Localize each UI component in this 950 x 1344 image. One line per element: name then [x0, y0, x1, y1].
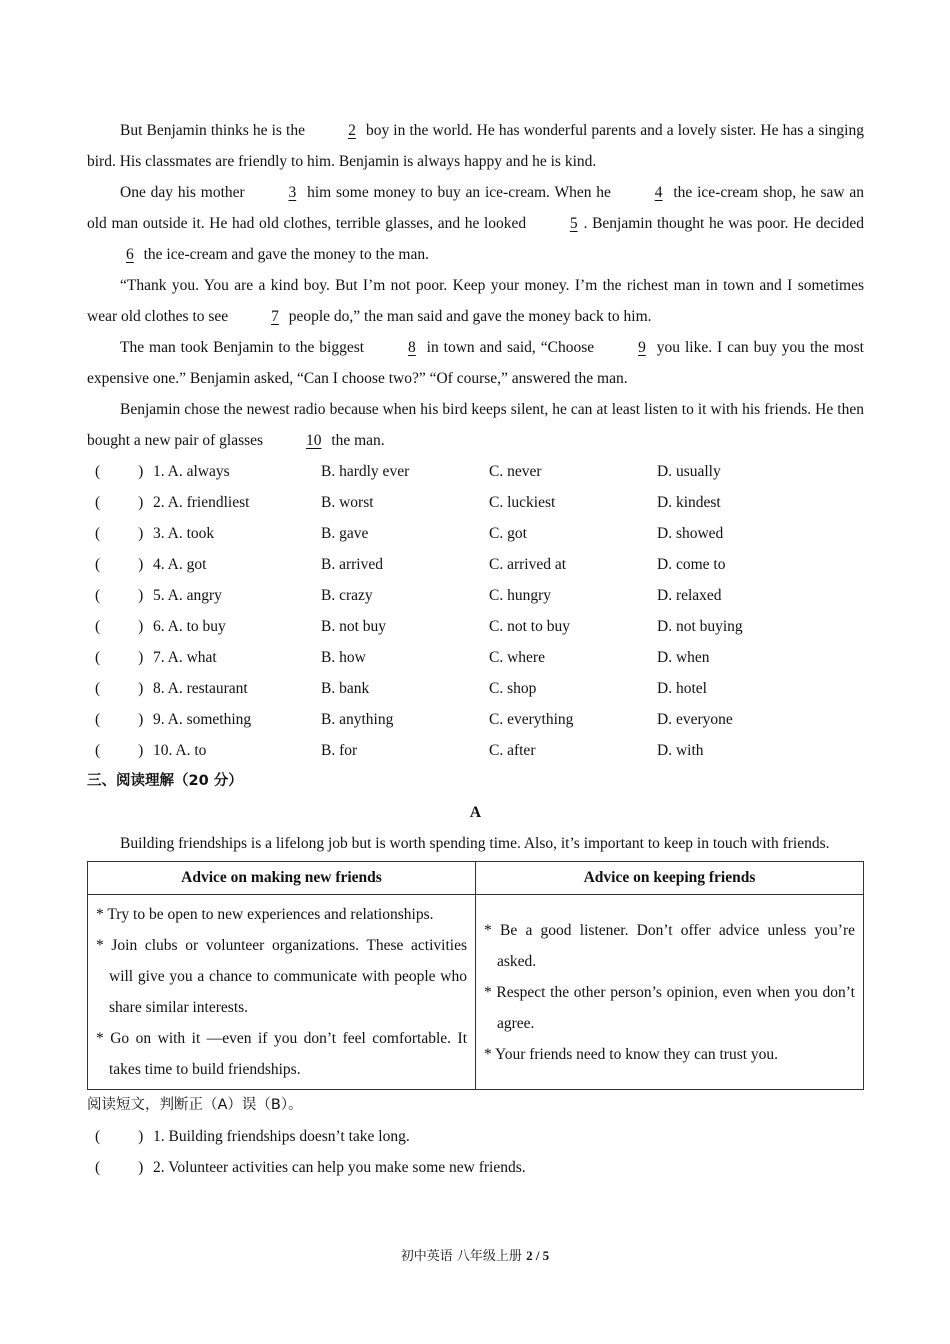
table-cell-keeping-friends: [476, 895, 864, 1090]
option-a: 6. A. to buy: [153, 617, 226, 635]
question-row: [87, 549, 864, 580]
blank-7: 7: [271, 308, 279, 325]
text: in town and said, “Choose: [421, 339, 600, 356]
blank-5: 5: [569, 215, 578, 232]
text: people do,” the man said and gave the money back to him.: [284, 308, 652, 325]
question-row: [87, 704, 864, 735]
option-c: C. shop: [489, 679, 537, 697]
passage-paragraph-2: [87, 177, 864, 270]
option-c: C. never: [489, 462, 542, 480]
option-a: 10. A. to: [153, 741, 207, 759]
answer-paren[interactable]: ( ): [95, 493, 144, 511]
worksheet-page: [87, 115, 864, 1183]
option-c: C. after: [489, 741, 536, 759]
reading-intro: Building friendships is a lifelong job but is worth spending time. Also, it’s important to keep in touch with friends.: [120, 835, 830, 852]
option-a: 4. A. got: [153, 555, 207, 573]
blank-10: 10: [305, 432, 322, 449]
question-row: [87, 642, 864, 673]
blank-9: 9: [638, 339, 646, 356]
option-b: B. bank: [321, 679, 370, 697]
option-b: B. how: [321, 648, 366, 666]
question-row: [87, 611, 864, 642]
tf-question-text: 2. Volunteer activities can help you make some new friends.: [153, 1158, 526, 1176]
tf-question-text: 1. Building friendships doesn’t take long.: [153, 1127, 410, 1145]
text: the man.: [327, 432, 385, 449]
answer-paren[interactable]: ( ): [95, 555, 144, 573]
answer-paren[interactable]: ( ): [95, 1158, 144, 1176]
list-item: * Join clubs or volunteer organizations. These activities will give you a chance to communicate with people who share similar interests.: [96, 937, 467, 1016]
question-row: [87, 518, 864, 549]
table-cell-making-friends: [88, 895, 476, 1090]
passage-paragraph-5: [87, 394, 864, 456]
question-row: [87, 580, 864, 611]
answer-paren[interactable]: ( ): [95, 648, 144, 666]
blank-2: 2: [348, 122, 356, 139]
option-b: B. worst: [321, 493, 374, 511]
option-b: B. not buy: [321, 617, 387, 635]
instruction: 阅读短文，判断正（A）误（B）。: [87, 1097, 303, 1113]
answer-paren[interactable]: ( ): [95, 462, 144, 480]
answer-paren[interactable]: ( ): [95, 710, 144, 728]
question-row: [87, 735, 864, 766]
blank-6: 6: [126, 246, 134, 263]
option-d: D. relaxed: [657, 586, 722, 604]
table-header-making-friends: Advice on making new friends: [88, 862, 476, 895]
list-item: * Your friends need to know they can trust you.: [484, 1045, 779, 1063]
text: the ice-cream and gave the money to the man.: [139, 246, 429, 263]
option-d: D. with: [657, 741, 704, 759]
option-a: 5. A. angry: [153, 586, 222, 604]
text: the ice-cream shop, he saw an old man outside it. He had old clothes, terrible glasses, and he looked: [87, 184, 864, 232]
tf-question-row: [87, 1121, 864, 1152]
section-title: 三、阅读理解（20 分）: [87, 773, 243, 789]
option-d: D. showed: [657, 524, 724, 542]
list-item: * Respect the other person’s opinion, even when you don’t agree.: [484, 983, 855, 1032]
list-item: * Go on with it —even if you don’t feel comfortable. It takes time to build friendships.: [96, 1030, 467, 1078]
blank-4: 4: [654, 184, 663, 201]
question-row: [87, 456, 864, 487]
blank-3: 3: [288, 184, 297, 201]
text: him some money to buy an ice-cream. When he: [302, 184, 616, 201]
option-a: 3. A. took: [153, 524, 215, 542]
passage-paragraph-4: [87, 332, 864, 394]
option-c: C. luckiest: [489, 493, 556, 511]
passage-paragraph-3: [87, 270, 864, 332]
option-a: 7. A. what: [153, 648, 217, 666]
advice-table: [87, 861, 864, 1090]
answer-paren[interactable]: ( ): [95, 524, 144, 542]
text: But Benjamin thinks he is the: [120, 122, 310, 139]
option-c: C. everything: [489, 710, 574, 728]
text: . Benjamin thought he was poor. He decided: [583, 215, 864, 232]
text: boy in the world. He has wonderful parents and a lovely sister. He has a singing bird. His classmates are friendly to him. Benjamin is always happy and he is kind.: [87, 122, 864, 170]
footer-text: 初中英语 八年级上册: [400, 1249, 527, 1264]
text: “Thank you. You are a kind boy. But I’m not poor. Keep your money. I’m the richest man in town and I sometimes wear old clothes to see: [87, 277, 864, 325]
option-b: B. arrived: [321, 555, 383, 573]
question-row: [87, 487, 864, 518]
option-b: B. crazy: [321, 586, 373, 604]
answer-paren[interactable]: ( ): [95, 679, 144, 697]
answer-paren[interactable]: ( ): [95, 617, 144, 635]
option-b: B. gave: [321, 524, 369, 542]
option-d: D. come to: [657, 555, 726, 573]
table-header-keeping-friends: Advice on keeping friends: [476, 862, 864, 895]
option-d: D. everyone: [657, 710, 733, 728]
text: Benjamin chose the newest radio because when his bird keeps silent, he can at least listen to it with his friends. He then bought a new pair of glasses: [87, 401, 864, 449]
option-b: B. anything: [321, 710, 394, 728]
option-d: D. usually: [657, 462, 721, 480]
option-d: D. kindest: [657, 493, 721, 511]
list-item: * Try to be open to new experiences and relationships.: [96, 906, 434, 923]
option-c: C. got: [489, 524, 527, 542]
answer-paren[interactable]: ( ): [95, 741, 144, 759]
text: you like. I can buy you the most expensive one.” Benjamin asked, “Can I choose two?” “Of course,” answered the man.: [87, 339, 864, 387]
option-b: B. hardly ever: [321, 462, 410, 480]
blank-8: 8: [407, 339, 416, 356]
part-label: A: [469, 804, 482, 821]
option-a: 1. A. always: [153, 462, 230, 480]
answer-paren[interactable]: ( ): [95, 586, 144, 604]
option-a: 9. A. something: [153, 710, 252, 728]
option-c: C. hungry: [489, 586, 551, 604]
cloze-question-list: [87, 456, 864, 766]
option-d: D. hotel: [657, 679, 707, 697]
option-c: C. where: [489, 648, 545, 666]
page-number: 2 / 5: [526, 1248, 550, 1263]
page-footer: [0, 1245, 950, 1264]
option-c: C. not to buy: [489, 617, 570, 635]
text: One day his mother: [120, 184, 250, 201]
option-d: D. when: [657, 648, 710, 666]
option-a: 2. A. friendliest: [153, 493, 250, 511]
answer-paren[interactable]: ( ): [95, 1127, 144, 1145]
option-b: B. for: [321, 741, 358, 759]
option-c: C. arrived at: [489, 555, 567, 573]
text: The man took Benjamin to the biggest: [120, 339, 369, 356]
tf-question-row: [87, 1152, 864, 1183]
question-row: [87, 673, 864, 704]
list-item: * Be a good listener. Don’t offer advice unless you’re asked.: [484, 921, 855, 970]
passage-paragraph-1: [87, 115, 864, 177]
option-d: D. not buying: [657, 617, 743, 635]
option-a: 8. A. restaurant: [153, 679, 248, 697]
